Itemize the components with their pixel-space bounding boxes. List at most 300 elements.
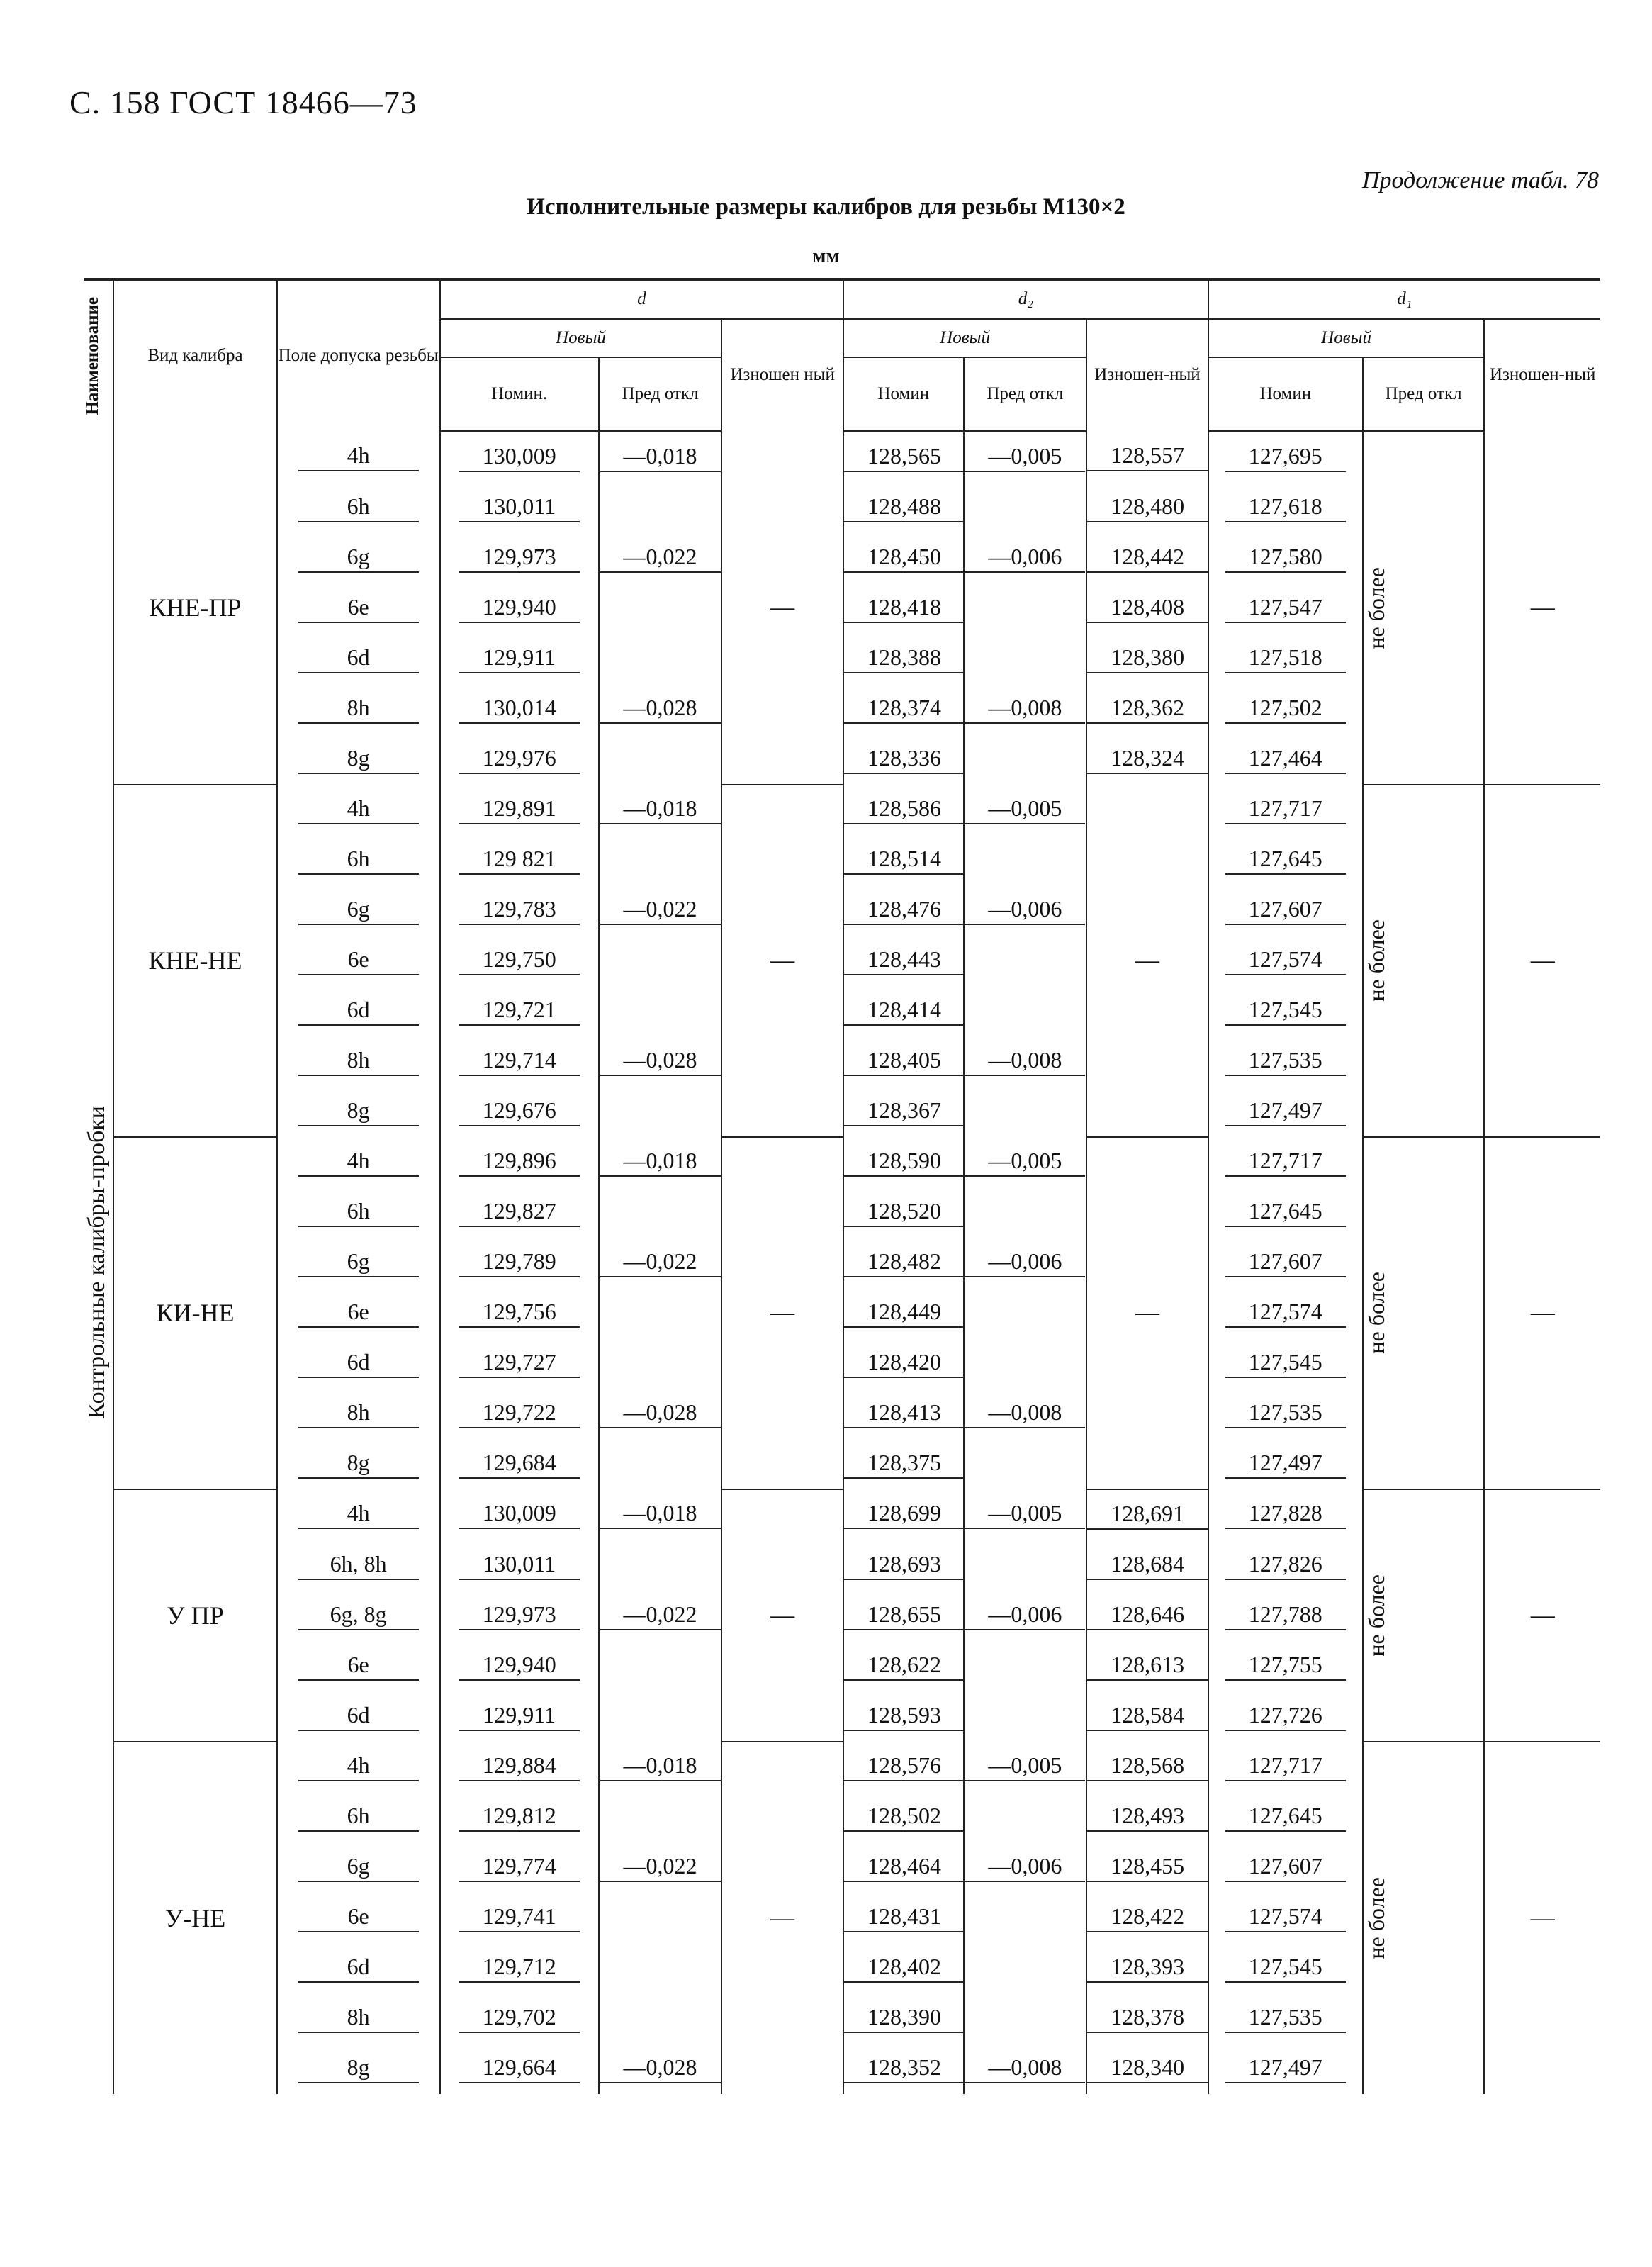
d2-worn-cell-value: 128,584: [1087, 1702, 1208, 1731]
d2-nominal-cell-value: 128,488: [844, 493, 965, 522]
d1-nominal-cell: [1208, 734, 1363, 785]
d-nominal-cell: [440, 634, 599, 684]
d2-nominal-cell-value: 128,450: [844, 544, 965, 573]
d-deviation-cell-value: —0,022: [600, 1248, 721, 1277]
d2-deviation-cell-value: —0,005: [965, 1752, 1085, 1781]
d1-nominal-cell-value: 127,497: [1225, 2054, 1346, 2083]
d-nominal-cell-value: 129 821: [459, 846, 580, 875]
d-nominal-cell-value: 130,011: [459, 1551, 580, 1580]
d1-nominal-cell-value: 127,535: [1225, 1399, 1346, 1428]
d1-nominal-cell-value: 127,828: [1225, 1500, 1346, 1529]
d2-nominal-cell-value: 128,420: [844, 1349, 965, 1378]
table-row: [84, 431, 1600, 483]
d-deviation-cell-value: —0,028: [600, 1399, 721, 1428]
d2-deviation-cell-value: —0,008: [965, 2054, 1085, 2083]
d2-worn-cell: [1086, 1943, 1208, 1993]
d2-worn-cell: [1086, 2044, 1208, 2094]
d2-deviation-cell: [964, 885, 1087, 936]
table-title: Исполнительные размеры калибров для резьбы М130×2: [527, 194, 1125, 220]
d2-deviation-cell: [964, 835, 1087, 885]
tolerance-cell: [277, 1238, 440, 1288]
d2-deviation-cell-value: —0,005: [965, 1500, 1085, 1529]
tolerance-cell: [277, 1338, 440, 1389]
tolerance-cell: [277, 1591, 440, 1641]
d2-deviation-cell: [964, 1137, 1087, 1187]
tolerance-cell-value: 6g: [298, 1853, 419, 1882]
d2-worn-cell-value: 128,378: [1087, 2004, 1208, 2033]
d1-nominal-cell-value: 127,645: [1225, 1803, 1346, 1832]
d2-deviation-cell-value: —0,006: [965, 1853, 1085, 1882]
d-deviation-cell: [599, 1489, 722, 1540]
d-nominal-cell: [440, 1540, 599, 1591]
d-nominal-cell: [440, 583, 599, 634]
d-nominal-cell-value: 129,676: [459, 1097, 580, 1126]
tolerance-cell: [277, 1893, 440, 1943]
d2-nominal-cell-value: 128,514: [844, 846, 965, 875]
d-deviation-cell: [599, 986, 722, 1036]
tolerance-cell-value: 6e: [298, 1652, 419, 1681]
tolerance-cell-value: 8g: [298, 745, 419, 774]
d-nominal-cell-value: 129,684: [459, 1450, 580, 1479]
tolerance-cell-value: 8h: [298, 1047, 419, 1076]
d2-worn-cell: [1086, 431, 1208, 483]
d1-nominal-cell: [1208, 1087, 1363, 1137]
d2-nominal-cell: [843, 936, 964, 986]
d-nominal-cell-value: 129,722: [459, 1399, 580, 1428]
d2-worn-cell: [1086, 1540, 1208, 1591]
d1-nominal-cell-value: 127,518: [1225, 644, 1346, 673]
d1-nominal-cell: [1208, 986, 1363, 1036]
d2-worn-header: Изношен-ный: [1086, 319, 1208, 431]
d-worn-header: Изношен ный: [721, 319, 843, 431]
d2-nominal-cell: [843, 1943, 964, 1993]
d-deviation-cell: [599, 1792, 722, 1842]
d-deviation-cell: [599, 533, 722, 583]
d-nominal-cell: [440, 1943, 599, 1993]
d2-nominal-cell: [843, 1187, 964, 1238]
d1-nominal-cell: [1208, 1591, 1363, 1641]
d1-worn-cell: —: [1484, 1489, 1600, 1742]
d1-nominal-cell-value: 127,717: [1225, 1148, 1346, 1177]
d-deviation-cell-value: —0,018: [600, 795, 721, 824]
d2-nominal-cell: [843, 634, 964, 684]
d-nominal-cell: [440, 1993, 599, 2044]
d-nominal-cell-value: 130,009: [459, 1500, 580, 1529]
col-tolerance-header: Поле допуска резьбы: [277, 279, 440, 431]
d-nominal-cell: [440, 1137, 599, 1187]
d2-worn-cell: [1086, 734, 1208, 785]
table-row: [84, 785, 1600, 835]
d2-deviation-cell: [964, 1641, 1087, 1691]
d2-nominal-cell-value: 128,413: [844, 1399, 965, 1428]
d2-worn-cell: [1086, 1893, 1208, 1943]
d-deviation-cell: [599, 1540, 722, 1591]
d-nominal-cell: [440, 1591, 599, 1641]
d1-nominal-cell-value: 127,755: [1225, 1652, 1346, 1681]
d2-deviation-cell-value: —0,005: [965, 795, 1085, 824]
d-deviation-cell: [599, 1137, 722, 1187]
d2-nominal-cell: [843, 885, 964, 936]
d2-nominal-cell-value: 128,576: [844, 1752, 965, 1781]
tolerance-cell-value: 8h: [298, 1399, 419, 1428]
d1-nominal-cell-value: 127,547: [1225, 594, 1346, 623]
d1-nominal-cell: [1208, 1943, 1363, 1993]
d2-worn-cell: [1086, 1993, 1208, 2044]
d2-deviation-cell: [964, 785, 1087, 835]
d2-nominal-cell-value: 128,464: [844, 1853, 965, 1882]
d-deviation-cell-value: —0,022: [600, 1853, 721, 1882]
d-nom-header: Номин.: [440, 357, 599, 431]
tolerance-cell-value: 6d: [298, 1349, 419, 1378]
d1-nominal-cell-value: 127,535: [1225, 1047, 1346, 1076]
group-label-cell: [84, 431, 113, 2094]
d-deviation-cell: [599, 835, 722, 885]
table-row: [84, 1137, 1600, 1187]
tolerance-cell-value: 6e: [298, 1903, 419, 1932]
d2-nominal-cell: [843, 1489, 964, 1540]
tolerance-cell: [277, 986, 440, 1036]
d2-worn-cell-value: 128,362: [1087, 695, 1208, 724]
d-deviation-cell-value: —0,028: [600, 2054, 721, 2083]
d2-nominal-cell-value: 128,520: [844, 1198, 965, 1227]
d-nominal-cell-value: 129,940: [459, 1652, 580, 1681]
col-d-header: d: [440, 279, 843, 319]
d-deviation-cell: [599, 483, 722, 533]
d2-nominal-cell: [843, 1389, 964, 1439]
d-new-header: Новый: [440, 319, 722, 357]
d1-nominal-cell: [1208, 431, 1363, 483]
d1-worn-cell: —: [1484, 785, 1600, 1137]
d2-nominal-cell-value: 128,414: [844, 997, 965, 1026]
tolerance-cell-value: 4h: [298, 1148, 419, 1177]
d1-nominal-cell: [1208, 936, 1363, 986]
d-nominal-cell: [440, 684, 599, 734]
d1-nominal-cell-value: 127,574: [1225, 1299, 1346, 1328]
d2-worn-cell: [1086, 1691, 1208, 1742]
d-nominal-cell: [440, 785, 599, 835]
d1-nominal-cell-value: 127,580: [1225, 544, 1346, 573]
d1-nominal-cell: [1208, 634, 1363, 684]
d1-nominal-cell: [1208, 1691, 1363, 1742]
d2-nominal-cell-value: 128,374: [844, 695, 965, 724]
d1-nominal-cell-value: 127,535: [1225, 2004, 1346, 2033]
d2-worn-cell-value: 128,442: [1087, 544, 1208, 573]
d-nominal-cell: [440, 1842, 599, 1893]
d2-nominal-cell: [843, 1036, 964, 1087]
d2-nominal-cell: [843, 734, 964, 785]
d1-nominal-cell: [1208, 1641, 1363, 1691]
d-nominal-cell-value: 129,664: [459, 2054, 580, 2083]
d2-deviation-cell: [964, 1389, 1087, 1439]
d-deviation-cell-value: —0,022: [600, 896, 721, 925]
tolerance-cell: [277, 1439, 440, 1489]
d2-nominal-cell: [843, 1842, 964, 1893]
d2-nominal-cell-value: 128,565: [844, 443, 965, 472]
tolerance-cell: [277, 1792, 440, 1842]
d2-deviation-cell-value: —0,005: [965, 443, 1085, 472]
tolerance-cell: [277, 684, 440, 734]
d-deviation-cell-value: —0,018: [600, 1500, 721, 1529]
d1-nominal-cell-value: 127,717: [1225, 1752, 1346, 1781]
d-nominal-cell-value: 129,789: [459, 1248, 580, 1277]
d2-deviation-cell: [964, 1943, 1087, 1993]
d1-nom-header: Номин: [1208, 357, 1363, 431]
d1-nominal-cell-value: 127,788: [1225, 1601, 1346, 1630]
d2-worn-cell: [1086, 1489, 1208, 1540]
d2-nominal-cell-value: 128,586: [844, 795, 965, 824]
d2-deviation-cell: [964, 1238, 1087, 1288]
d2-nominal-cell: [843, 1792, 964, 1842]
d2-nominal-cell-value: 128,590: [844, 1148, 965, 1177]
d-dev-header: Пред откл: [599, 357, 722, 431]
d2-nominal-cell: [843, 1691, 964, 1742]
tolerance-cell: [277, 634, 440, 684]
d2-nominal-cell: [843, 1993, 964, 2044]
d2-worn-cell-value: 128,422: [1087, 1903, 1208, 1932]
d-deviation-cell-value: —0,022: [600, 544, 721, 573]
d-nominal-cell-value: 130,011: [459, 493, 580, 522]
d2-deviation-cell: [964, 1036, 1087, 1087]
d1-nominal-cell-value: 127,497: [1225, 1450, 1346, 1479]
d1-nominal-cell: [1208, 483, 1363, 533]
gauge-type-cell: У ПР: [113, 1489, 276, 1742]
d2-nominal-cell: [843, 1591, 964, 1641]
d-nominal-cell: [440, 1792, 599, 1842]
not-more-label: не более: [1363, 1876, 1389, 1959]
d2-deviation-cell: [964, 1288, 1087, 1338]
d1-nominal-cell: [1208, 1338, 1363, 1389]
d1-nominal-cell: [1208, 1742, 1363, 1792]
tolerance-cell-value: 8h: [298, 695, 419, 724]
d1-nominal-cell: [1208, 885, 1363, 936]
d2-worn-cell-value: 128,557: [1087, 442, 1208, 471]
d2-worn-cell-value: 128,684: [1087, 1551, 1208, 1580]
tolerance-cell: [277, 583, 440, 634]
d-nominal-cell-value: 129,702: [459, 2004, 580, 2033]
tolerance-cell-value: 6g: [298, 544, 419, 573]
d-deviation-cell: [599, 1641, 722, 1691]
d1-nominal-cell-value: 127,464: [1225, 745, 1346, 774]
d-nominal-cell-value: 129,891: [459, 795, 580, 824]
tolerance-cell: [277, 1842, 440, 1893]
d-nominal-cell-value: 129,712: [459, 1954, 580, 1983]
d2-nominal-cell-value: 128,402: [844, 1954, 965, 1983]
d-worn-cell: —: [721, 1742, 843, 2094]
tolerance-cell-value: 8g: [298, 1097, 419, 1126]
d2-worn-cell: [1086, 1842, 1208, 1893]
d1-nominal-cell: [1208, 1288, 1363, 1338]
col-d2-header: d₂: [843, 279, 1208, 319]
d-nominal-cell: [440, 1389, 599, 1439]
d1-nominal-cell-value: 127,497: [1225, 1097, 1346, 1126]
d1-nominal-cell: [1208, 1238, 1363, 1288]
d1-nominal-cell: [1208, 1389, 1363, 1439]
tolerance-cell: [277, 1943, 440, 1993]
d1-nominal-cell: [1208, 1792, 1363, 1842]
d-deviation-cell: [599, 1288, 722, 1338]
d2-worn-cell: [1086, 533, 1208, 583]
d-deviation-cell: [599, 1238, 722, 1288]
d-nominal-cell-value: 129,741: [459, 1903, 580, 1932]
d-deviation-cell: [599, 1691, 722, 1742]
tolerance-cell: [277, 483, 440, 533]
d-nominal-cell-value: 129,783: [459, 896, 580, 925]
d2-new-header: Новый: [843, 319, 1086, 357]
d2-nominal-cell-value: 128,352: [844, 2054, 965, 2083]
d1-nominal-cell: [1208, 785, 1363, 835]
d1-nominal-cell-value: 127,645: [1225, 846, 1346, 875]
tolerance-cell-value: 6h: [298, 1803, 419, 1832]
d2-deviation-cell-value: —0,006: [965, 896, 1085, 925]
tolerance-cell: [277, 533, 440, 583]
tolerance-cell-value: 6e: [298, 594, 419, 623]
d2-worn-cell: [1086, 1641, 1208, 1691]
d2-nominal-cell: [843, 1439, 964, 1489]
d1-nominal-cell: [1208, 1036, 1363, 1087]
d2-deviation-cell: [964, 1742, 1087, 1792]
d1-nominal-cell-value: 127,618: [1225, 493, 1346, 522]
d1-deviation-cell: [1363, 1742, 1485, 2094]
tolerance-cell-value: 6d: [298, 1702, 419, 1731]
d2-worn-cell-value: 128,691: [1087, 1501, 1208, 1530]
tolerance-cell-value: 6d: [298, 644, 419, 673]
tolerance-cell-value: 6h, 8h: [298, 1551, 419, 1580]
d2-nominal-cell: [843, 785, 964, 835]
d2-nominal-cell: [843, 986, 964, 1036]
d2-deviation-cell-value: —0,008: [965, 1047, 1085, 1076]
d1-nominal-cell: [1208, 835, 1363, 885]
d2-nominal-cell-value: 128,502: [844, 1803, 965, 1832]
tolerance-cell: [277, 1389, 440, 1439]
tolerance-cell-value: 6g, 8g: [298, 1601, 419, 1630]
tolerance-cell: [277, 1691, 440, 1742]
d-nominal-cell: [440, 1036, 599, 1087]
d-nominal-cell: [440, 1742, 599, 1792]
d2-worn-cell-value: 128,408: [1087, 594, 1208, 623]
d-nominal-cell: [440, 533, 599, 583]
tolerance-cell: [277, 1993, 440, 2044]
d2-worn-cell: [1086, 583, 1208, 634]
d-deviation-cell: [599, 1087, 722, 1137]
d1-dev-header: Пред откл: [1363, 357, 1485, 431]
tolerance-cell: [277, 885, 440, 936]
d2-nominal-cell: [843, 1742, 964, 1792]
d-deviation-cell: [599, 936, 722, 986]
tolerance-cell: [277, 1036, 440, 1087]
d1-nominal-cell-value: 127,607: [1225, 896, 1346, 925]
d2-nominal-cell: [843, 1540, 964, 1591]
d1-worn-cell: —: [1484, 431, 1600, 785]
gauge-type-cell: КНЕ-НЕ: [113, 785, 276, 1137]
d-deviation-cell: [599, 1439, 722, 1489]
d-deviation-cell: [599, 1036, 722, 1087]
d2-nominal-cell-value: 128,375: [844, 1450, 965, 1479]
d2-nominal-cell: [843, 1338, 964, 1389]
d-deviation-cell-value: —0,028: [600, 695, 721, 724]
d2-deviation-cell: [964, 1993, 1087, 2044]
continuation-note: Продолжение табл. 78: [1361, 167, 1599, 194]
d-nominal-cell: [440, 1288, 599, 1338]
d2-nominal-cell-value: 128,405: [844, 1047, 965, 1076]
d2-nominal-cell-value: 128,367: [844, 1097, 965, 1126]
gauge-type-cell: У-НЕ: [113, 1742, 276, 2094]
d-worn-cell: —: [721, 1489, 843, 1742]
d2-deviation-cell: [964, 634, 1087, 684]
d-deviation-cell: [599, 734, 722, 785]
d-nominal-cell: [440, 1187, 599, 1238]
d2-worn-cell-value: 128,480: [1087, 493, 1208, 522]
tolerance-cell-value: 6h: [298, 846, 419, 875]
d-nominal-cell-value: 129,911: [459, 1702, 580, 1731]
d1-nominal-cell: [1208, 684, 1363, 734]
d2-nominal-cell-value: 128,390: [844, 2004, 965, 2033]
d1-nominal-cell-value: 127,545: [1225, 1349, 1346, 1378]
d2-worn-cell-value: 128,324: [1087, 745, 1208, 774]
d-worn-cell: —: [721, 431, 843, 785]
d2-nominal-cell: [843, 1087, 964, 1137]
d2-deviation-cell: [964, 1087, 1087, 1137]
table-body: [84, 431, 1600, 2094]
table-row: [84, 1489, 1600, 1540]
d-nominal-cell-value: 130,009: [459, 443, 580, 472]
tolerance-cell-value: 6g: [298, 896, 419, 925]
tolerance-cell-value: 8g: [298, 2054, 419, 2083]
d-deviation-cell: [599, 1389, 722, 1439]
d1-nominal-cell: [1208, 2044, 1363, 2094]
d2-deviation-cell: [964, 1540, 1087, 1591]
d2-nominal-cell: [843, 533, 964, 583]
tolerance-cell-value: 4h: [298, 442, 419, 471]
d2-deviation-cell: [964, 986, 1087, 1036]
tolerance-cell: [277, 1489, 440, 1540]
d1-nominal-cell: [1208, 1137, 1363, 1187]
tolerance-cell-value: 4h: [298, 1500, 419, 1529]
d1-nominal-cell-value: 127,545: [1225, 1954, 1346, 1983]
d-deviation-cell: [599, 2044, 722, 2094]
d-deviation-cell: [599, 785, 722, 835]
d2-deviation-cell-value: —0,006: [965, 544, 1085, 573]
tolerance-cell: [277, 1742, 440, 1792]
d1-nominal-cell: [1208, 1489, 1363, 1540]
tolerance-cell-value: 6e: [298, 946, 419, 975]
d2-nominal-cell: [843, 1238, 964, 1288]
d-nominal-cell: [440, 835, 599, 885]
d2-worn-cell-value: 128,340: [1087, 2054, 1208, 2083]
d2-nominal-cell-value: 128,336: [844, 745, 965, 774]
tolerance-cell: [277, 1187, 440, 1238]
group-label: Контрольные калибры-пробки: [84, 1106, 110, 1419]
d2-deviation-cell: [964, 1842, 1087, 1893]
d-worn-cell: —: [721, 1137, 843, 1489]
d2-deviation-cell: [964, 1792, 1087, 1842]
d2-worn-cell: [1086, 483, 1208, 533]
col-d1-header: d₁: [1208, 279, 1600, 319]
d1-nominal-cell: [1208, 1439, 1363, 1489]
d2-deviation-cell: [964, 734, 1087, 785]
d2-worn-cell: [1086, 1792, 1208, 1842]
d-nominal-cell-value: 129,714: [459, 1047, 580, 1076]
d-nominal-cell: [440, 1238, 599, 1288]
d2-nominal-cell: [843, 431, 964, 483]
d-nominal-cell-value: 129,756: [459, 1299, 580, 1328]
d-deviation-cell: [599, 684, 722, 734]
d-nominal-cell-value: 129,911: [459, 644, 580, 673]
d-nominal-cell-value: 129,973: [459, 544, 580, 573]
d-nominal-cell-value: 129,940: [459, 594, 580, 623]
gauge-dimensions-table: [84, 278, 1600, 2094]
d2-deviation-cell: [964, 1338, 1087, 1389]
units-label: мм: [812, 245, 840, 267]
